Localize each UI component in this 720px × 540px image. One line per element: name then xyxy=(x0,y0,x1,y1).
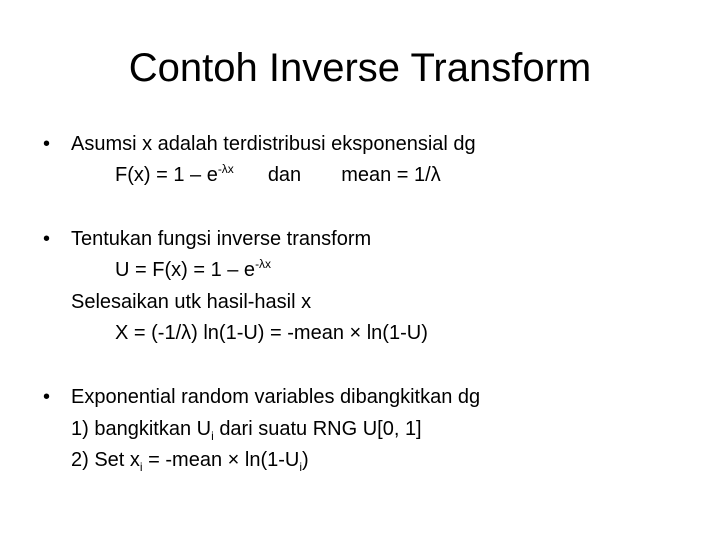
conjunction: dan xyxy=(267,164,302,186)
u-formula: U = F(x) = 1 – e xyxy=(115,259,256,281)
bullet-3-line-2 xyxy=(71,417,422,443)
bullet-2-line-1: Tentukan fungsi inverse transform xyxy=(71,228,372,250)
bullet-2-line-2 xyxy=(115,258,271,284)
closing-paren: ) xyxy=(302,449,309,471)
bullet-2-line-3: Selesaikan utk hasil-hasil x xyxy=(71,291,312,313)
bullet-3-line-1: Exponential random variables dibangkitkan dg xyxy=(71,386,481,408)
bullet-1-line-2 xyxy=(115,163,441,189)
exponent: -λx xyxy=(217,162,234,176)
bullet-marker: • xyxy=(43,386,51,408)
bullet-1-line-1: Asumsi x adalah terdistribusi eksponensial dg xyxy=(71,133,476,155)
cdf-formula: F(x) = 1 – e xyxy=(115,164,218,186)
step-2-text: 2) Set x xyxy=(71,449,140,471)
subscript: i xyxy=(139,460,143,474)
bullet-marker: • xyxy=(43,228,51,250)
bullet-2-line-4: X = (-1/λ) ln(1-U) = -mean × ln(1-U) xyxy=(115,322,428,344)
bullet-marker: • xyxy=(43,133,51,155)
slide-title: Contoh Inverse Transform xyxy=(128,46,592,90)
step-1-rest: dari suatu RNG U[0, 1] xyxy=(219,418,422,440)
subscript: i xyxy=(211,429,214,443)
step-2-formula: = -mean × ln(1-U xyxy=(148,449,300,471)
mean-formula: mean = 1/λ xyxy=(341,164,441,186)
exponent: -λx xyxy=(255,257,272,271)
step-1-text: 1) bangkitkan U xyxy=(71,418,212,440)
subscript: i xyxy=(299,460,302,474)
bullet-3-line-3 xyxy=(71,448,309,474)
